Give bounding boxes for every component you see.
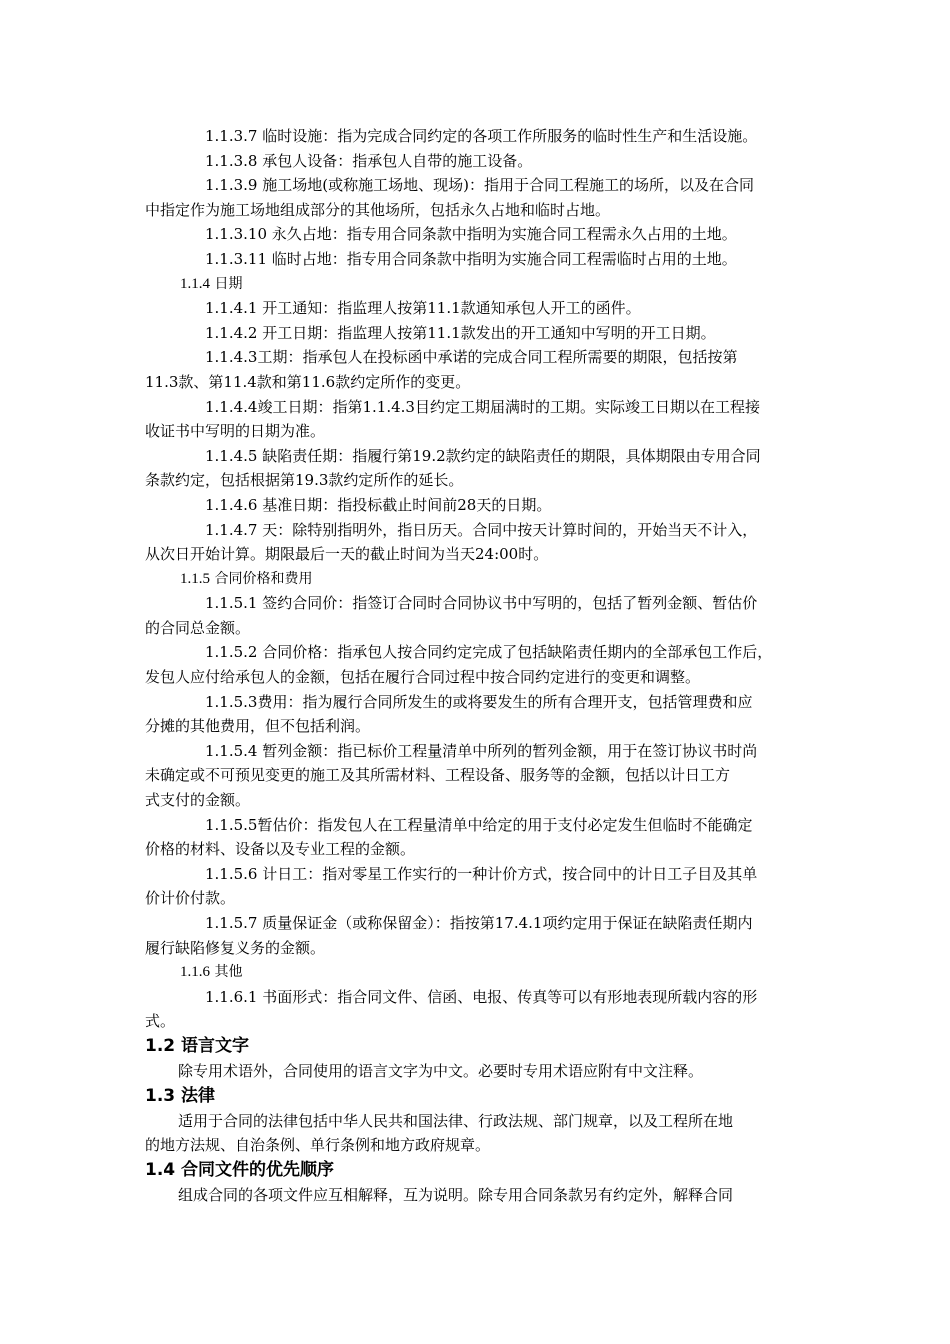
clause-paragraph (145, 222, 805, 247)
text-line: 1.1.5.7 质量保证金（或称保留金）：指按第17.4.1项约定用于保证在缺陷责任期内 (205, 914, 753, 932)
section-paragraph (145, 1183, 805, 1208)
section-heading: 1.3 法律 (145, 1085, 216, 1106)
text-line: 1.1.5.6 计日工：指对零星工作实行的一种计价方式，按合同中的计日工子目及其单 (205, 864, 758, 883)
clause-paragraph (145, 296, 805, 321)
subsection-title: 合同价格和费用 (214, 570, 313, 587)
text-line: 从次日开始计算。期限最后一天的截止时间为当天24:00时。 (145, 545, 549, 564)
text-line: 1.1.3.7 临时设施：指为完成合同约定的各项工作所服务的临时性生产和生活设施。 (205, 127, 758, 145)
text-line: 1.1.5.2 合同价格：指承包人按合同约定完成了包括缺陷责任期内的全部承包工作后， (205, 643, 773, 662)
subsection-heading (145, 567, 805, 592)
text-line: 1.1.4.1 开工通知：指监理人按第11.1款通知承包人开工的函件。 (205, 299, 641, 318)
text-line: 1.1.5.1 签约合同价：指签订合同时合同协议书中写明的，包括了暂列金额、暂估价 (205, 594, 758, 613)
text-line: 的地方法规、自治条例、单行条例和地方政府规章。 (145, 1136, 491, 1155)
subsection-number: 1.1.6 (180, 964, 210, 981)
text-line: 11.3款、第11.4款和第11.6款约定所作的变更。 (145, 372, 471, 391)
text-line: 1.1.5.4 暂列金额：指已标价工程量清单中所列的暂列金额，用于在签订协议书时尚 (205, 741, 758, 760)
section-paragraph (145, 1059, 805, 1084)
text-line: 1.1.6.1 书面形式：指合同文件、信函、电报、传真等可以有形地表现所载内容的形 (205, 987, 758, 1006)
text-line: 式。 (145, 1012, 176, 1031)
text-line: 适用于合同的法律包括中华人民共和国法律、行政法规、部门规章，以及工程所在地 (178, 1111, 734, 1130)
clause-paragraph (145, 640, 805, 689)
clause-paragraph (145, 321, 805, 346)
text-line: 1.1.5.3费用：指为履行合同所发生的或将要发生的所有合理开支，包括管理费和应 (205, 692, 753, 711)
clause-paragraph (145, 493, 805, 518)
text-line: 发包人应付给承包人的金额，包括在履行合同过程中按合同约定进行的变更和调整。 (145, 668, 701, 687)
clause-paragraph (145, 813, 805, 862)
text-line: 除专用术语外，合同使用的语言文字为中文。必要时专用术语应附有中文注释。 (178, 1061, 704, 1080)
section-heading: 1.4 合同文件的优先顺序 (145, 1159, 335, 1180)
text-line: 的合同总金额。 (145, 618, 251, 637)
text-line: 分摊的其他费用，但不包括利润。 (145, 717, 371, 736)
clause-paragraph (145, 985, 805, 1034)
text-line: 1.1.3.9 施工场地(或称施工场地、现场)：指用于合同工程施工的场所，以及在合同 (205, 176, 754, 195)
text-line: 1.1.4.2 开工日期：指监理人按第11.1款发出的开工通知中写明的开工日期。 (205, 323, 716, 342)
clause-paragraph (145, 862, 805, 911)
text-line: 收证书中写明的日期为准。 (145, 422, 326, 441)
clause-paragraph (145, 149, 805, 174)
clause-paragraph (145, 739, 805, 813)
subsection-title: 其他 (214, 964, 243, 981)
subsection-number: 1.1.4 (180, 275, 210, 292)
clause-paragraph (145, 345, 805, 394)
clause-paragraph (145, 173, 805, 222)
text-line: 1.1.5.5暂估价：指发包人在工程量清单中给定的用于支付必定发生但临时不能确定 (205, 815, 753, 834)
text-line: 1.1.4.6 基准日期：指投标截止时间前28天的日期。 (205, 495, 552, 514)
clause-paragraph (145, 395, 805, 444)
clause-paragraph (145, 124, 805, 149)
clause-paragraph (145, 911, 805, 960)
text-line: 价格的材料、设备以及专业工程的金额。 (145, 840, 416, 859)
text-line: 条款约定，包括根据第19.3款约定所作的延长。 (145, 471, 464, 490)
clause-paragraph (145, 247, 805, 272)
subsection-number: 1.1.5 (180, 570, 210, 587)
text-line: 1.1.3.8 承包人设备：指承包人自带的施工设备。 (205, 151, 533, 170)
text-line: 未确定或不可预见变更的施工及其所需材料、工程设备、服务等的金额，包括以计日工方 (145, 766, 731, 785)
text-line: 中指定作为施工场地组成部分的其他场所，包括永久占地和临时占地。 (145, 200, 611, 219)
text-line: 1.1.3.11 临时占地：指专用合同条款中指明为实施合同工程需临时占用的土地。 (205, 249, 737, 268)
document-body (145, 124, 805, 1207)
text-line: 1.1.4.3工期：指承包人在投标函中承诺的完成合同工程所需要的期限，包括按第 (205, 348, 738, 367)
subsection-heading (145, 272, 805, 297)
text-line: 1.1.4.7 天：除特别指明外，指日历天。合同中按天计算时间的，开始当天不计入， (205, 520, 758, 539)
subsection-title: 日期 (214, 275, 243, 292)
clause-paragraph (145, 444, 805, 493)
clause-paragraph (145, 518, 805, 567)
text-line: 组成合同的各项文件应互相解释，互为说明。除专用合同条款另有约定外，解释合同 (178, 1185, 734, 1204)
text-line: 1.1.4.5 缺陷责任期：指履行第19.2款约定的缺陷责任的期限，具体期限由专用合同 (205, 446, 761, 465)
text-line: 1.1.3.10 永久占地：指专用合同条款中指明为实施合同工程需永久占用的土地。 (205, 225, 737, 244)
section-heading: 1.2 语言文字 (145, 1035, 250, 1056)
text-line: 式支付的金额。 (145, 791, 251, 810)
subsection-heading (145, 960, 805, 985)
text-line: 价计价付款。 (145, 889, 236, 908)
section-paragraph (145, 1109, 805, 1158)
clause-paragraph (145, 690, 805, 739)
text-line: 1.1.4.4竣工日期：指第1.1.4.3目约定工期届满时的工期。实际竣工日期以在工程接 (205, 397, 760, 416)
clause-paragraph (145, 591, 805, 640)
text-line: 履行缺陷修复义务的金额。 (145, 938, 326, 957)
